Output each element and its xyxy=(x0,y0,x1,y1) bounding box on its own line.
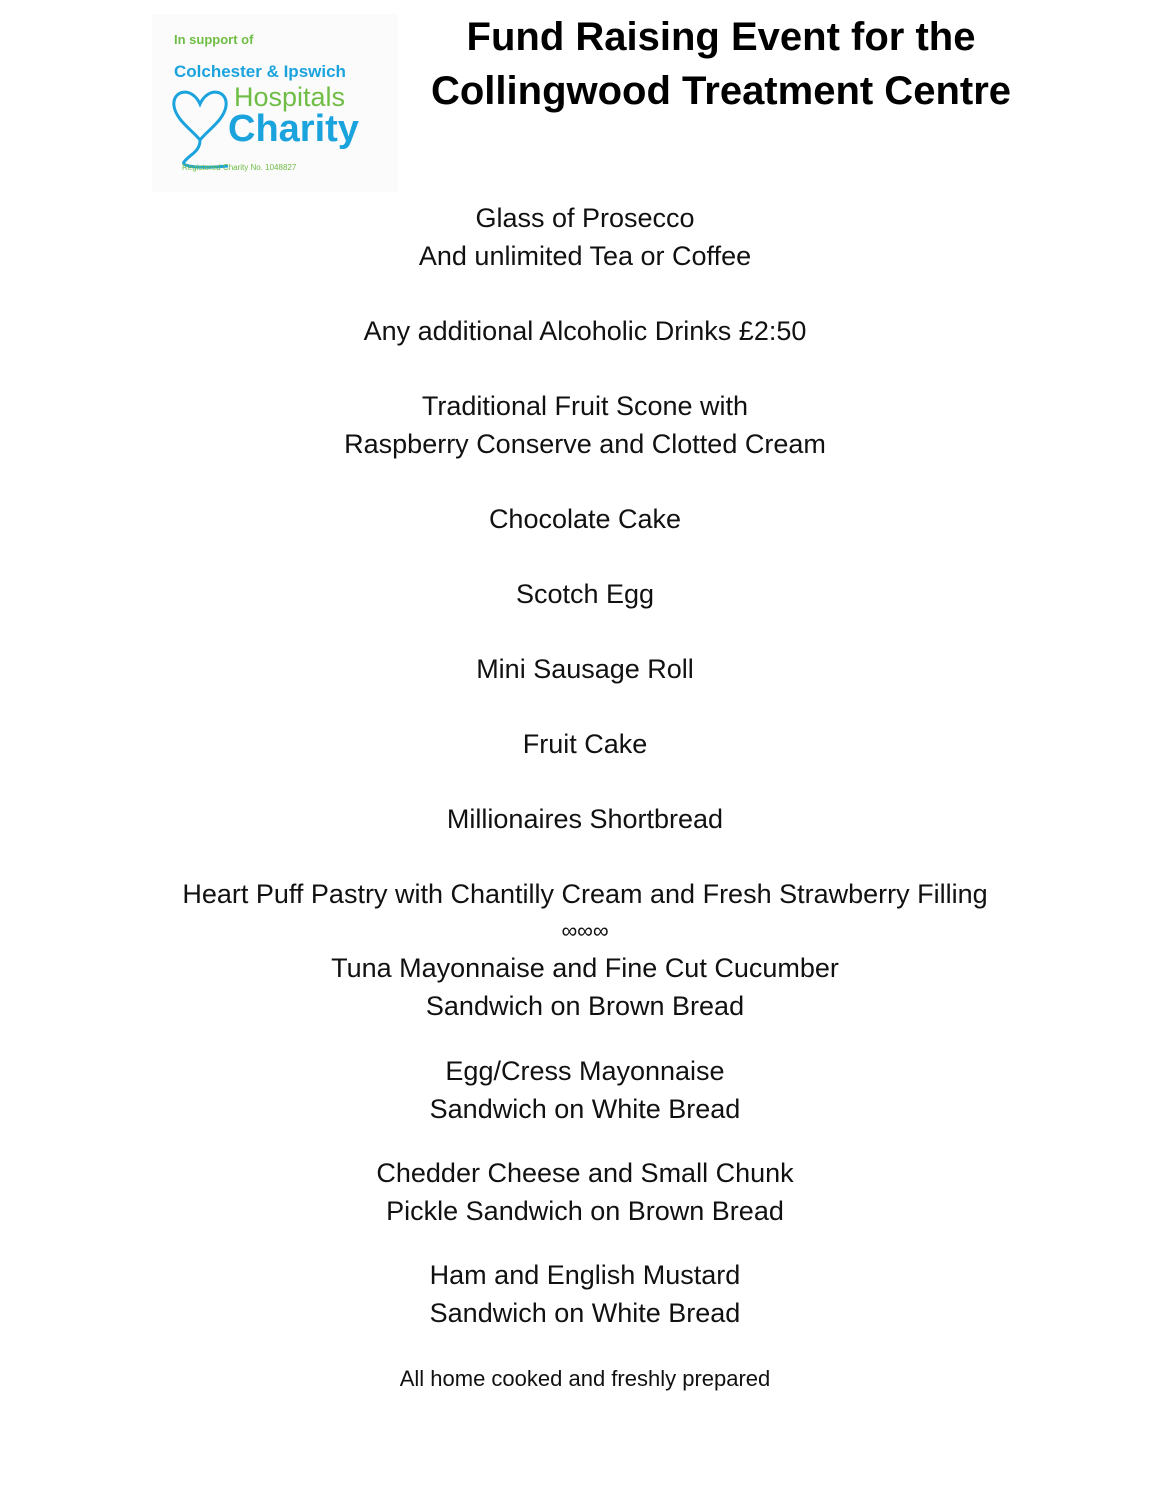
menu-separator: ∞∞∞ xyxy=(561,918,609,943)
menu-line: Sandwich on Brown Bread xyxy=(425,991,745,1021)
menu-item-sausage-roll: Mini Sausage Roll xyxy=(476,654,694,684)
footer-note: All home cooked and freshly prepared xyxy=(399,1366,771,1391)
menu-line: And unlimited Tea or Coffee xyxy=(418,241,752,271)
menu-line: Egg/Cress Mayonnaise xyxy=(445,1056,725,1086)
menu-item-additional-drinks: Any additional Alcoholic Drinks £2:50 xyxy=(363,316,807,346)
menu-item-shortbread: Millionaires Shortbread xyxy=(446,804,724,834)
logo-org-name: Colchester & Ipswich xyxy=(174,62,346,81)
menu-line: Pickle Sandwich on Brown Bread xyxy=(386,1196,784,1226)
title-line-1: Fund Raising Event for the xyxy=(466,15,976,59)
menu-line: Chedder Cheese and Small Chunk xyxy=(376,1158,794,1188)
menu-item-ham-sandwich xyxy=(0,1256,1170,1332)
menu-item-scone xyxy=(0,387,1170,463)
menu-line: Sandwich on White Bread xyxy=(429,1298,741,1328)
charity-logo xyxy=(152,14,398,192)
menu-item-chocolate-cake: Chocolate Cake xyxy=(488,504,682,534)
menu-line: Traditional Fruit Scone with xyxy=(421,391,749,421)
menu-line: Ham and English Mustard xyxy=(429,1260,741,1290)
menu-item-egg-sandwich xyxy=(0,1052,1170,1128)
menu-line: Sandwich on White Bread xyxy=(429,1094,741,1124)
menu-item-tuna-sandwich xyxy=(0,949,1170,1025)
menu-item-puff-pastry: Heart Puff Pastry with Chantilly Cream and Fresh Strawberry Filling xyxy=(182,879,988,909)
page-title xyxy=(410,10,1032,118)
menu-line: Raspberry Conserve and Clotted Cream xyxy=(344,429,826,459)
logo-charity-text: Charity xyxy=(228,108,359,150)
menu-item-cheese-sandwich xyxy=(0,1154,1170,1230)
menu-item-fruit-cake: Fruit Cake xyxy=(522,729,648,759)
menu-line: Tuna Mayonnaise and Fine Cut Cucumber xyxy=(331,953,839,983)
menu-item-scotch-egg: Scotch Egg xyxy=(515,579,655,609)
logo-registration-number: Registered Charity No. 1048827 xyxy=(182,163,297,172)
menu-item-drinks xyxy=(0,199,1170,275)
menu-list xyxy=(0,199,1170,1332)
menu-line: Glass of Prosecco xyxy=(475,203,695,233)
title-line-2: Collingwood Treatment Centre xyxy=(430,69,1012,113)
logo-hospitals-text: Hospitals xyxy=(234,82,346,112)
logo-support-text: In support of xyxy=(174,32,254,47)
